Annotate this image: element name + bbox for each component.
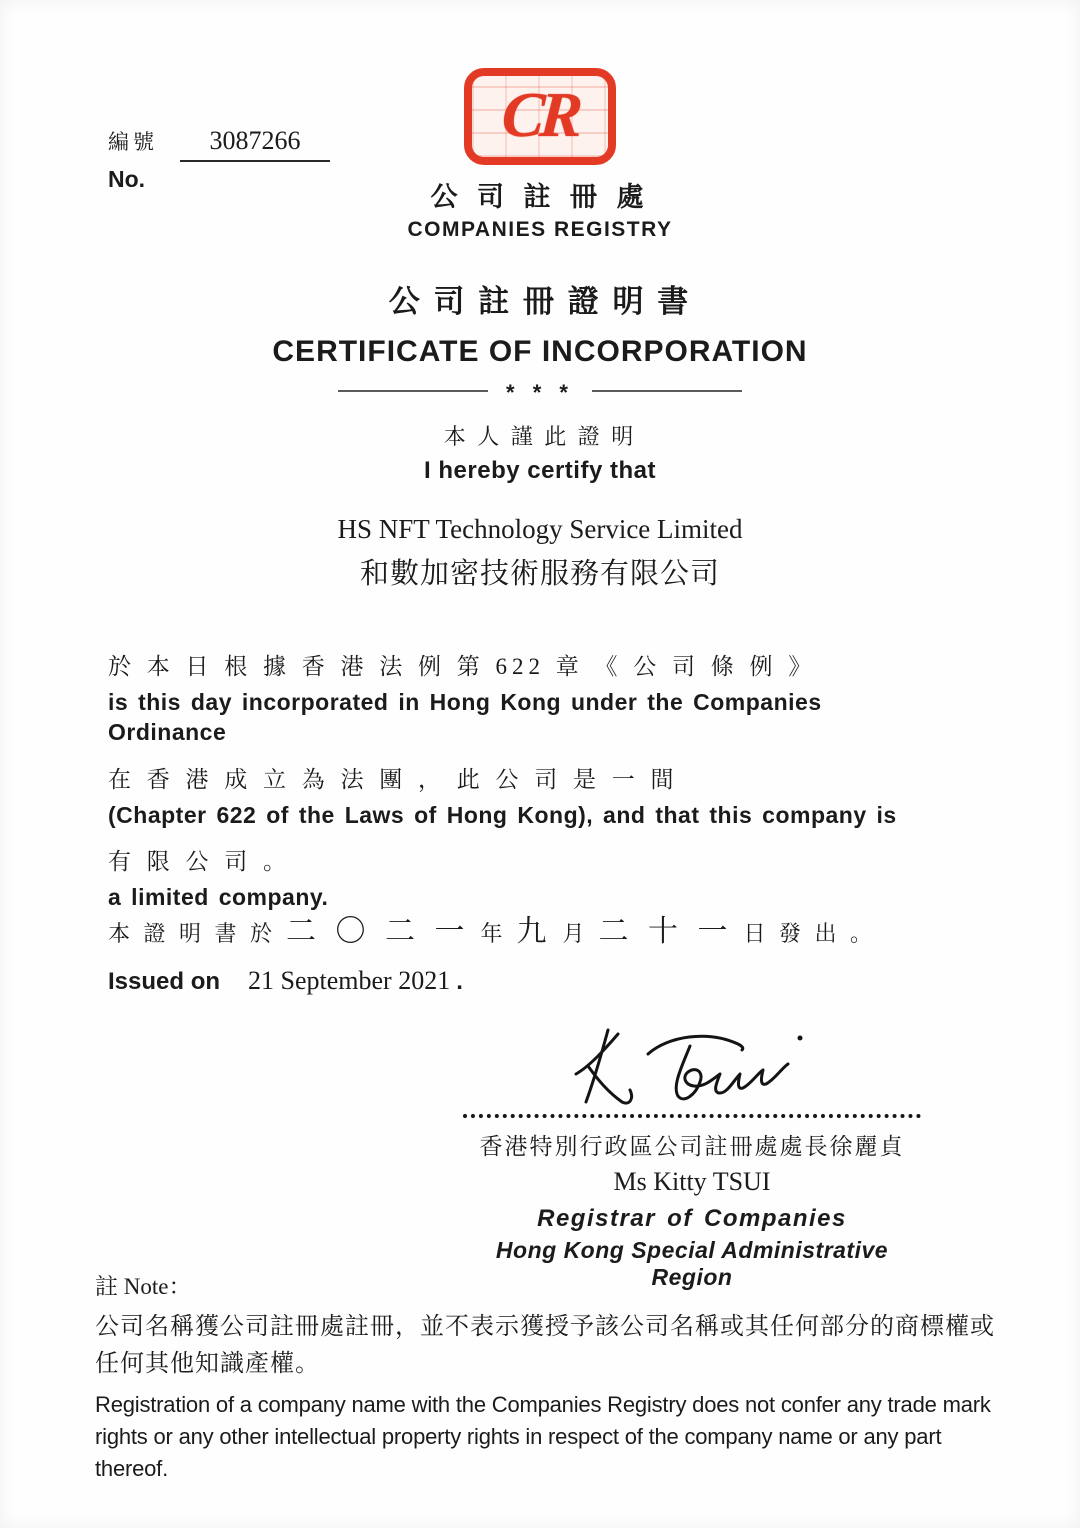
cr-monogram: CR xyxy=(500,78,581,150)
issued-period: . xyxy=(456,968,463,995)
divider-stars: * * * xyxy=(506,380,574,405)
certify-line-en: I hereby certify that xyxy=(424,457,656,484)
certificate-title-zh: 公 司 註 冊 證 明 書 xyxy=(388,284,692,319)
number-label-en: No. xyxy=(108,166,146,192)
statement-3-zh: 有 限 公 司 。 xyxy=(108,849,291,875)
statement-pair-2 xyxy=(108,765,928,831)
registrar-signature-icon xyxy=(542,1022,842,1108)
registrar-title-en-line1: Registrar of Companies xyxy=(537,1205,847,1232)
issued-zh-month: 九 xyxy=(516,915,553,948)
incorporation-statement xyxy=(108,652,928,930)
registrar-signature-block xyxy=(463,1022,921,1291)
issued-date-value: 21 September 2021 xyxy=(248,966,451,995)
issued-zh-suffix: 日 發 出 。 xyxy=(743,921,877,946)
certificate-title xyxy=(0,276,1080,369)
issued-zh-day: 二 十 一 xyxy=(598,915,734,948)
issued-zh-year-unit: 年 xyxy=(480,921,507,946)
company-name-en: HS NFT Technology Service Limited xyxy=(337,514,743,544)
registrar-name: Ms Kitty TSUI xyxy=(613,1167,771,1196)
certify-line-zh: 本 人 謹 此 證 明 xyxy=(443,424,637,449)
issued-zh-prefix: 本 證 明 書 於 xyxy=(108,921,277,946)
issued-date-block xyxy=(108,906,928,996)
issued-line-en xyxy=(108,966,928,996)
issued-line-zh xyxy=(108,906,928,950)
statement-3-en: a limited company. xyxy=(108,884,329,911)
companies-registry-logo xyxy=(0,68,1080,242)
company-name-zh: 和數加密技術服務有限公司 xyxy=(359,558,720,590)
statement-1-en: is this day incorporated in Hong Kong under the Companies Ordinance xyxy=(108,688,822,745)
divider-rule-right xyxy=(592,390,742,392)
registrar-title-zh: 香港特別行政區公司註冊處處長徐麗貞 xyxy=(479,1134,905,1159)
certificate-title-en: CERTIFICATE OF INCORPORATION xyxy=(272,335,808,368)
issued-zh-month-unit: 月 xyxy=(562,921,589,946)
note-label: 註 Note： xyxy=(95,1274,192,1299)
number-label-zh: 編號 xyxy=(108,130,158,154)
issued-on-label: Issued on xyxy=(108,968,221,995)
statement-2-en: (Chapter 622 of the Laws of Hong Kong), and that this company is xyxy=(108,801,897,828)
note-text-en: Registration of a company name with the Companies Registry does not confer any trade mark rights or any other intellectual property rights in respect of the company name or any part thereof. xyxy=(95,1392,991,1482)
signature-dotted-line xyxy=(463,1114,921,1118)
issued-zh-year: 二 〇 二 一 xyxy=(286,915,471,948)
company-name-block xyxy=(0,514,1080,592)
certify-statement xyxy=(0,420,1080,485)
registry-name-zh: 公 司 註 冊 處 xyxy=(430,182,650,212)
divider-rule-left xyxy=(338,390,488,392)
statement-1-zh: 於 本 日 根 據 香 港 法 例 第 622 章 《 公 司 條 例 》 xyxy=(108,654,817,679)
registrar-title-en-line2: Hong Kong Special Administrative Region xyxy=(495,1237,889,1290)
statement-2-zh: 在 香 港 成 立 為 法 團 ， 此 公 司 是 一 間 xyxy=(108,766,679,792)
cr-badge-icon xyxy=(464,68,616,165)
note-block xyxy=(95,1268,1015,1485)
statement-pair-3 xyxy=(108,847,928,913)
note-text-zh: 公司名稱獲公司註冊處註冊，並不表示獲授予該公司名稱或其任何部分的商標權或任何其他知識產權。 xyxy=(95,1314,995,1378)
certificate-number-value: 3087266 xyxy=(209,126,301,155)
title-divider xyxy=(0,378,1080,404)
statement-pair-1 xyxy=(108,652,928,748)
registry-name-en: COMPANIES REGISTRY xyxy=(407,218,673,241)
